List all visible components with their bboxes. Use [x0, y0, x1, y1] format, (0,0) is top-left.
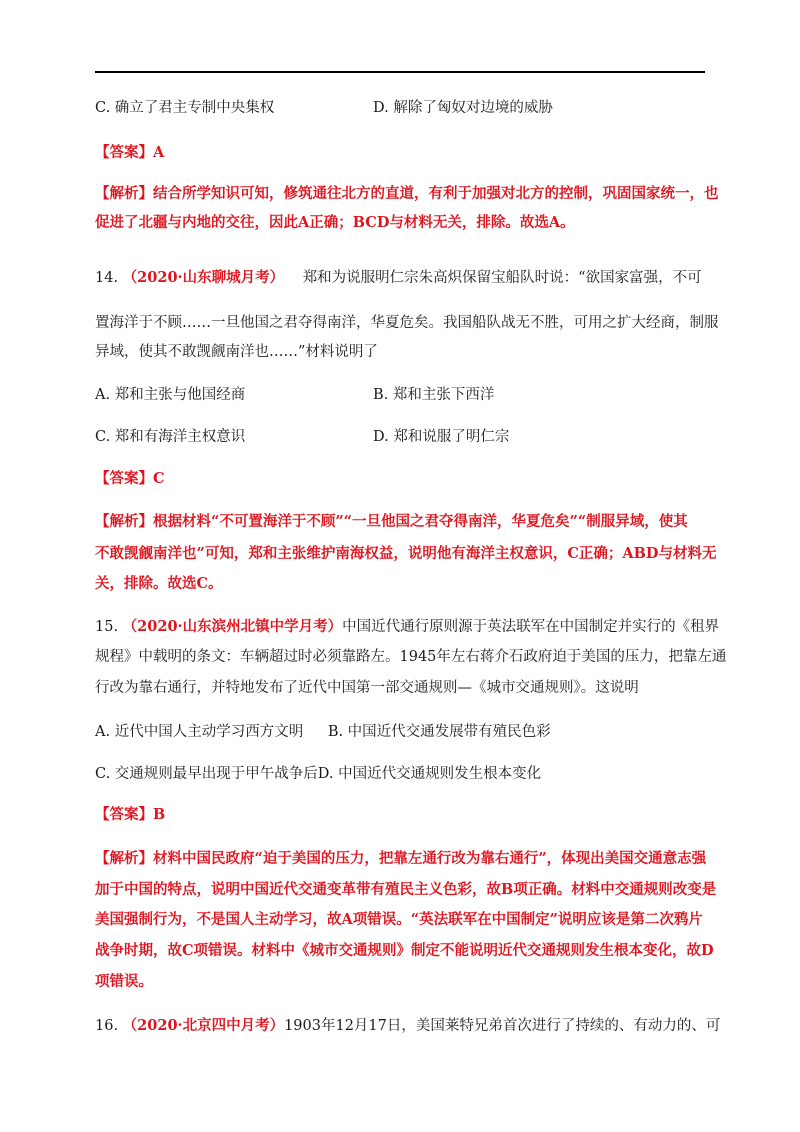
answer-value: A — [153, 144, 165, 161]
question-source: （2020·北京四中月考） — [122, 1017, 285, 1034]
q15-analysis-line: 【解析】材料中国民政府“迫于美国的压力，把靠左通行改为靠右通行”，体现出美国交通意志强 — [95, 850, 707, 867]
q14-answer — [95, 469, 715, 489]
question-stem: 郑和为说服明仁宗朱高炽保留宝船队时说：“欲国家富强，不可 — [302, 270, 702, 286]
answer-label: 【答案】 — [95, 144, 153, 161]
q15-stem-line: 规程》中载明的条文：车辆超过时必须靠路左。1945年左右蒋介石政府迫于美国的压力，把靠左通 — [95, 649, 727, 665]
q14-analysis-line: 不敢觊觎南洋也”可知，郑和主张维护南海权益，说明他有海洋主权意识，C正确；ABD与材料无 — [95, 545, 717, 562]
q15-options-row — [95, 722, 715, 742]
question-stem: 中国近代通行原则源于英法联军在中国制定并实行的《租界 — [342, 619, 720, 635]
q15-analysis-line: 美国强制行为，不是国人主动学习，故A项错误。“英法联军在中国制定”说明应该是第二次鸦片 — [95, 911, 703, 928]
q13-analysis-line: 促进了北疆与内地的交往，因此A正确；BCD与材料无关，排除。故选A。 — [95, 214, 575, 231]
q14-analysis-line: 关，排除。故选C。 — [95, 575, 223, 592]
q15-analysis-line: 战争时期，故C项错误。材料中《城市交通规则》制定不能说明近代交通规则发生根本变化，故D — [95, 942, 714, 959]
q14-stem-line: 置海洋于不顾……一旦他国之君夺得南洋，华夏危矣。我国船队战无不胜，可用之扩大经商，制服 — [95, 315, 719, 331]
q15-stem-line: 行改为靠右通行，并特地发布了近代中国第一部交通规则—《城市交通规则》。这说明 — [95, 680, 639, 696]
question-source: （2020·山东滨州北镇中学月考） — [122, 618, 343, 635]
question-source: （2020·山东聊城月考） — [122, 269, 285, 286]
question-number: 14. — [95, 270, 119, 286]
q15-option-d: D. 中国近代交通规则发生根本变化 — [317, 766, 542, 782]
q14-options-row — [95, 385, 715, 405]
q14-options-row — [95, 427, 715, 447]
q13-option-c: C. 确立了君主专制中央集权 — [95, 100, 275, 116]
q14-stem-line — [95, 268, 715, 288]
q15-option-b: B. 中国近代交通发展带有殖民色彩 — [327, 724, 551, 740]
question-number: 15. — [95, 619, 119, 635]
question-stem: 1903年12月17日，美国莱特兄弟首次进行了持续的、有动力的、可 — [284, 1018, 721, 1034]
answer-label: 【答案】 — [95, 806, 153, 823]
q14-option-d: D. 郑和说服了明仁宗 — [373, 429, 510, 445]
answer-label: 【答案】 — [95, 470, 153, 487]
q13-answer — [95, 143, 715, 163]
q15-answer — [95, 805, 715, 825]
header-rule — [95, 71, 705, 73]
q15-option-a: A. 近代中国人主动学习西方文明 — [95, 724, 304, 740]
q13-options-row — [95, 98, 715, 118]
q14-option-c: C. 郑和有海洋主权意识 — [95, 429, 246, 445]
q15-stem-line — [95, 617, 720, 637]
q13-analysis-line: 【解析】结合所学知识可知，修筑通往北方的直道，有利于加强对北方的控制，巩固国家统一，也 — [95, 185, 719, 202]
q15-analysis-line: 项错误。 — [95, 973, 153, 990]
q16-stem-line — [95, 1016, 721, 1036]
q14-option-a: A. 郑和主张与他国经商 — [95, 387, 246, 403]
q14-stem-line: 异域，使其不敢觊觎南洋也……”材料说明了 — [95, 344, 378, 360]
q15-option-c: C. 交通规则最早出现于甲午战争后 — [95, 766, 318, 782]
answer-value: B — [153, 806, 166, 823]
answer-value: C — [153, 470, 165, 487]
q14-analysis-line: 【解析】根据材料“不可置海洋于不顾”“一旦他国之君夺得南洋，华夏危矣”“制服异域，使其 — [95, 513, 688, 530]
question-number: 16. — [95, 1018, 119, 1034]
q15-options-row — [95, 764, 715, 784]
q15-analysis-line: 加于中国的特点，说明中国近代交通变革带有殖民主义色彩，故B项正确。材料中交通规则改变是 — [95, 881, 717, 898]
q13-option-d: D. 解除了匈奴对边境的威胁 — [373, 100, 553, 116]
q14-option-b: B. 郑和主张下西洋 — [373, 387, 495, 403]
